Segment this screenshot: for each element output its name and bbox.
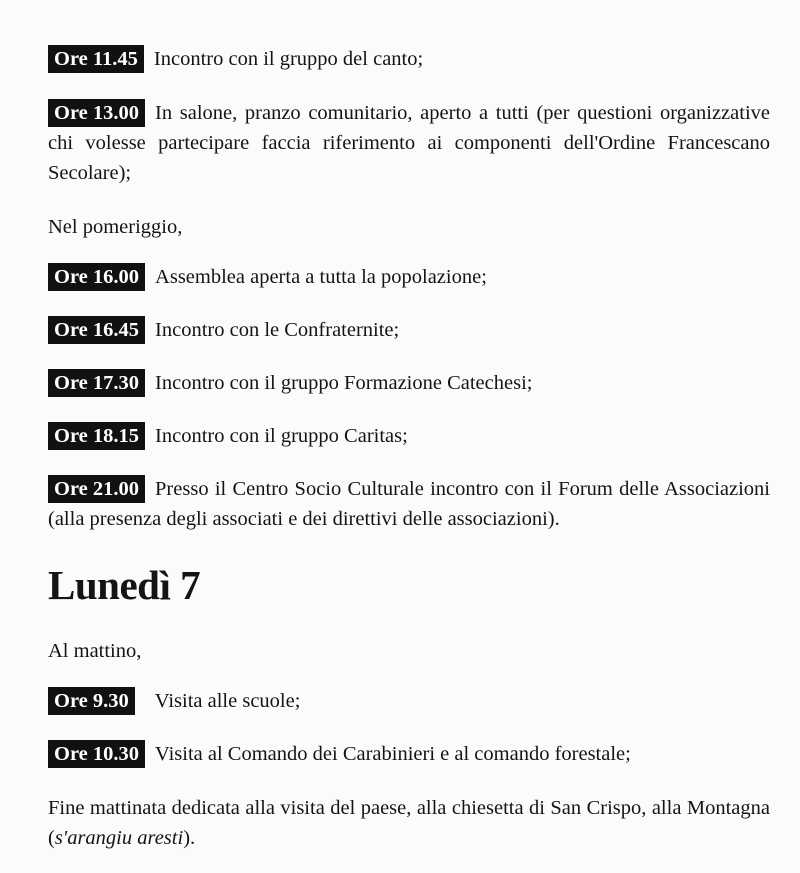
afternoon-label: Nel pomeriggio, (48, 216, 183, 238)
closing-italic: s'arangiu aresti (54, 827, 184, 849)
schedule-item (48, 262, 770, 292)
schedule-item (48, 474, 770, 534)
item-text: Incontro con il gruppo del canto; (153, 48, 424, 70)
item-text: Visita al Comando dei Carabinieri e al comando forestale; (155, 743, 631, 765)
schedule-item (48, 368, 770, 398)
time-badge: Ore 17.30 (48, 369, 145, 397)
day-heading: Lunedì 7 (48, 562, 201, 608)
item-text: Visita alle scuole; (154, 690, 301, 712)
schedule-item (48, 315, 770, 345)
time-badge: Ore 10.30 (48, 740, 145, 768)
schedule-item (48, 44, 770, 74)
item-text: Incontro con il gruppo Caritas; (155, 425, 408, 447)
item-text: Presso il Centro Socio Culturale incontro con il Forum delle Associazioni (alla presenza degli associati e dei direttivi delle associazioni). (48, 478, 770, 530)
closing-end: ). (183, 827, 196, 849)
time-badge: Ore 16.45 (48, 316, 145, 344)
closing-text: Fine mattinata dedicata alla visita del paese, alla chiesetta di San Crispo, alla Montagna ( (48, 797, 770, 849)
item-text: Incontro con il gruppo Formazione Catechesi; (155, 372, 533, 394)
item-text: Incontro con le Confraternite; (155, 319, 400, 341)
item-text: Assemblea aperta a tutta la popolazione; (155, 266, 487, 288)
schedule-item (48, 739, 770, 769)
schedule-item (48, 686, 770, 716)
time-badge: Ore 13.00 (48, 99, 145, 127)
time-badge: Ore 9.30 (48, 687, 135, 715)
time-badge: Ore 21.00 (48, 475, 145, 503)
time-badge: Ore 11.45 (48, 45, 144, 73)
time-badge: Ore 18.15 (48, 422, 145, 450)
item-text: In salone, pranzo comunitario, aperto a tutti (per questioni organizzative chi volesse partecipare faccia riferimento ai componenti dell'Ordine Francescano Secolare); (48, 102, 770, 184)
time-badge: Ore 16.00 (48, 263, 145, 291)
schedule-item (48, 421, 770, 451)
schedule-item (48, 98, 770, 188)
closing-paragraph (48, 793, 770, 853)
morning-label: Al mattino, (48, 640, 142, 662)
